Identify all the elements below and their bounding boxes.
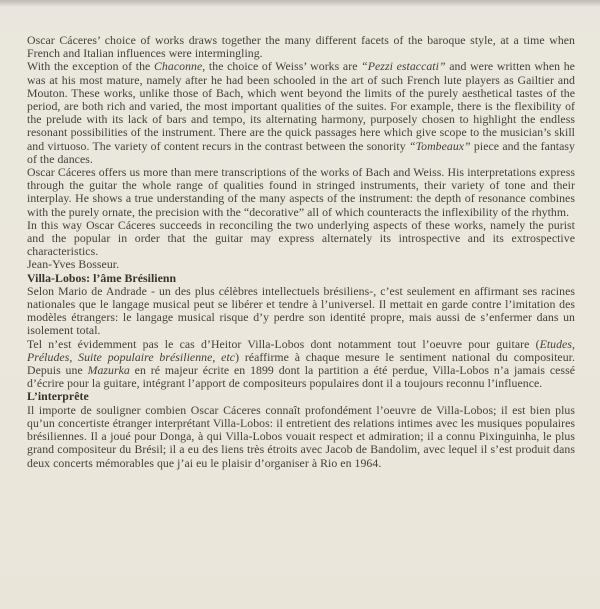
text-run: Tel n’est évidemment pas le cas d’Heitor Villa-Lobos dont notamment tout l’oeuvre pour guitare ( <box>27 336 540 351</box>
para-bach-weiss-interpretation <box>27 166 575 219</box>
text-run: Oscar Cáceres’ choice of works draws together the many different facets of the baroque style, at a time when French and Italian influences were intermingling. <box>27 33 575 61</box>
para-villa-lobos-oeuvre <box>27 338 575 391</box>
para-weiss-works <box>27 60 575 166</box>
italic-text: Mazurka <box>87 363 130 378</box>
text-run: Oscar Cáceres offers us more than mere transcriptions of the works of Bach and Weiss. His interpretations express through the guitar the whole range of qualities found in stringed instruments, their variety of tone and their interplay. He shows a true understanding of the many aspects of the instrument: the depth of resonance combines with the purely ornate, the precision with the “decorative” all of which counteracts the inflexibility of the rhythm. <box>27 165 575 219</box>
text-run: , the choice of Weiss’ works are <box>202 59 362 74</box>
italic-text: “Tombeaux” <box>408 138 471 153</box>
text-run: en ré majeur écrite en 1899 dont la partition a été perdue, Villa-Lobos n’a jamais cessé d’écrire pour la guitare, intégrant l’apport de compositeurs populaires dont il a toujours reconnu l’influence. <box>27 363 575 391</box>
text-run: L’interprête <box>27 389 89 404</box>
text-run: With the exception of the <box>27 59 155 74</box>
text-run: and were written when he was at his most mature, namely after he had been schooled in the art of such French lute players as Gailtier and Mouton. These works, unlike those of Bach, which went beyond the limits of the purely aesthetical tastes of the period, are both rich and varied, the most important qualities of the suites. For example, there is the flexibility of the prelude with its lack of bars and tempo, its alternating harmony, purposely chosen to highlight the endless resonant possibilities of the instrument. There are the quick passages here which give scope to the musician’s skill and virtuoso. The variety of content recurs in the contrast between the sonority <box>27 59 575 153</box>
para-reconciling <box>27 219 575 259</box>
text-run: Villa-Lobos: l’âme Brésilienn <box>27 270 177 285</box>
text-run: In this way Oscar Cáceres succeeds in reconciling the two underlying aspects of these works, namely the purist and the popular in order that the guitar may express alternately its introspective and its extrospective characteristics. <box>27 217 575 259</box>
text-content <box>27 34 575 470</box>
text-run: Il importe de souligner combien Oscar Cáceres connaît profondément l’oeuvre de Villa-Lobos; il est bien plus qu’un concertiste étranger interprétant Villa-Lobos: il entretient des relations intimes avec les musiques populaires brésiliennes. Il a joué pour Donga, à qui Villa-Lobos vouait respect et admiration; il a connu Pixinguinha, le plus grand compositeur du Brésil; il a eu des liens très étroits avec Jacob de Bandolim, avec lequel il s’est produit dans deux concerts mémorables que j’ai eu le plaisir d’organiser à Rio en 1964. <box>27 402 575 470</box>
para-baroque-style <box>27 34 575 60</box>
italic-text: Etudes, Préludes, Suite populaire brésilienne, etc <box>27 336 575 364</box>
text-run: piece and the fantasy of the dances. <box>27 138 576 166</box>
text-run: Jean-Yves Bosseur. <box>27 257 120 272</box>
text-run: Selon Mario de Andrade - un des plus célèbres intellectuels brésiliens-, c’est seulement en affirmant ses racines nationales que le langage musical peut se libérer et tendre à l’universel. Il mettait en garde contre l’imitation des modèles étrangers: le langage musical risque d’y perdre son identité propre, mais aussi de s’enfermer dans un isolement total. <box>27 283 575 338</box>
italic-text: Chaconne <box>154 59 203 74</box>
text-run: ) réaffirme à chaque mesure le sentiment national du compositeur. Depuis une <box>27 349 575 378</box>
para-caceres-villa-lobos <box>27 404 575 470</box>
italic-text: “Pezzi estaccati” <box>361 59 446 74</box>
para-andrade <box>27 285 575 338</box>
